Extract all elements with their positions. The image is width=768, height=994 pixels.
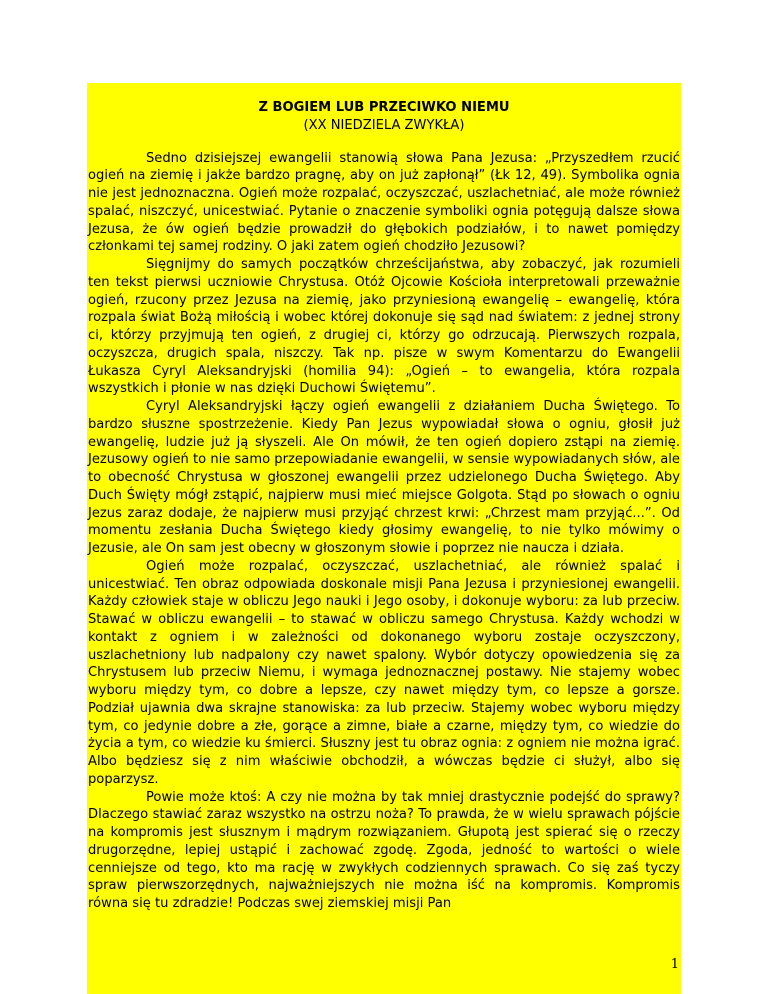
- paragraph-2: Sięgnijmy do samych początków chrześcijaństwa, aby zobaczyć, jak rozumieli ten tekst pierwsi uczniowie Chrystusa. Otóż Ojcowie Kościoła interpretowali przeważnie ogień, rzucony przez Jezusa na ziemię, jako przyniesioną ewangelię – ewangelię, która rozpala świat Bożą miłością i wobec której dokonuje się sąd nad światem: z jednej strony ci, którzy przyjmują ten ogień, z drugiej ci, którzy go odrzucają. Pierwszych rozpala, oczyszcza, drugich spala, niszczy. Tak np. pisze w swym Komentarzu do Ewangelii Łukasza Cyryl Aleksandryjski (homilia 94): „Ogień – to ewangelia, która rozpala wszystkich i płonie w nas dzięki Duchowi Świętemu”.: [88, 257, 680, 397]
- paragraph-3: Cyryl Aleksandryjski łączy ogień ewangelii z działaniem Ducha Świętego. To bardzo słuszne spostrzeżenie. Kiedy Pan Jezus wypowiadał słowa o ogniu, głosił już ewangelię, ludzie już ją słyszeli. Ale On mówił, że ten ogień dopiero zstąpi na ziemię. Jezusowy ogień to nie samo przepowiadanie ewangelii, w sensie wypowiadanych słów, ale to obecność Chrystusa w głoszonej ewangelii przez udzielonego Ducha Świętego. Aby Duch Święty mógł zstąpić, najpierw musi mieć miejsce Golgota. Stąd po słowach o ogniu Jezus zaraz dodaje, że najpierw musi przyjąć chrzest krwi: „Chrzest mam przyjąć...”. Od momentu zesłania Ducha Świętego kiedy głosimy ewangelię, to nie tylko mówimy o Jezusie, ale On sam jest obecny w głoszonym słowie i poprzez nie naucza i działa.: [88, 399, 680, 556]
- document-content: [88, 99, 680, 913]
- paragraph-1: Sedno dzisiejszej ewangelii stanowią słowa Pana Jezusa: „Przyszedłem rzucić ogień na ziemię i jakże bardzo pragnę, aby on już zapłonął” (Łk 12, 49). Symbolika ognia nie jest jednoznaczna. Ogień może rozpalać, oczyszczać, uszlachetniać, ale może również spalać, niszczyć, unicestwiać. Pytanie o znaczenie symboliki ognia potęgują dalsze słowa Jezusa, że ów ogień będzie prowadził do głębokich podziałów, i to nawet pomiędzy członkami tej samej rodziny. O jaki zatem ogień chodziło Jezusowi?: [88, 150, 680, 255]
- document-title: Z BOGIEM LUB PRZECIWKO NIEMU: [258, 100, 510, 115]
- paragraph-4: Ogień może rozpalać, oczyszczać, uszlachetniać, ale również spalać i unicestwiać. Ten obraz odpowiada doskonale misji Pana Jezusa i przyniesionej ewangelii. Każdy człowiek staje w obliczu Jego nauki i Jego osoby, i dokonuje wyboru: za lub przeciw. Stawać w obliczu ewangelii – to stawać w obliczu samego Chrystusa. Każdy wchodzi w kontakt z ogniem i w zależności od dokonanego wyboru zostaje oczyszczony, uszlachetniony lub nadpalony czy nawet spalony. Wybór dotyczy opowiedzenia się za Chrystusem lub przeciw Niemu, i wymaga jednoznacznej postawy. Nie stajemy wobec wyboru między tym, co dobre a lepsze, czy nawet między tym, co lepsze a gorsze. Podział ujawnia dwa skrajne stanowiska: za lub przeciw. Stajemy wobec wyboru między tym, co jedynie dobre a złe, gorące a zimne, białe a czarne, między tym, co wiedzie do życia a tym, co wiedzie ku śmierci. Słuszny jest tu obraz ognia: z ogniem nie można igrać. Albo będziesz się z nim właściwie obchodził, a wówczas będzie ci służył, albo się poparzysz.: [88, 558, 680, 787]
- page-number: 1: [670, 957, 679, 972]
- paragraph-5: Powie może ktoś: A czy nie można by tak mniej drastycznie podejść do sprawy? Dlaczego stawiać zaraz wszystko na ostrzu noża? To prawda, że w wielu sprawach pójście na kompromis jest słusznym i mądrym rozwiązaniem. Głupotą jest spierać się o rzeczy drugorzędne, lepiej ustąpić i zachować zgodę. Zgoda, jedność to wartości o wiele cenniejsze od tego, kto ma rację w zwykłych codziennych sprawach. Co się zaś tyczy spraw pierwszorzędnych, najważniejszych nie można iść na kompromis. Kompromis równa się tu zdradzie! Podczas swej ziemskiej misji Pan: [88, 789, 680, 911]
- document-page: [87, 83, 681, 994]
- document-subtitle: (XX NIEDZIELA ZWYKŁA): [303, 117, 465, 133]
